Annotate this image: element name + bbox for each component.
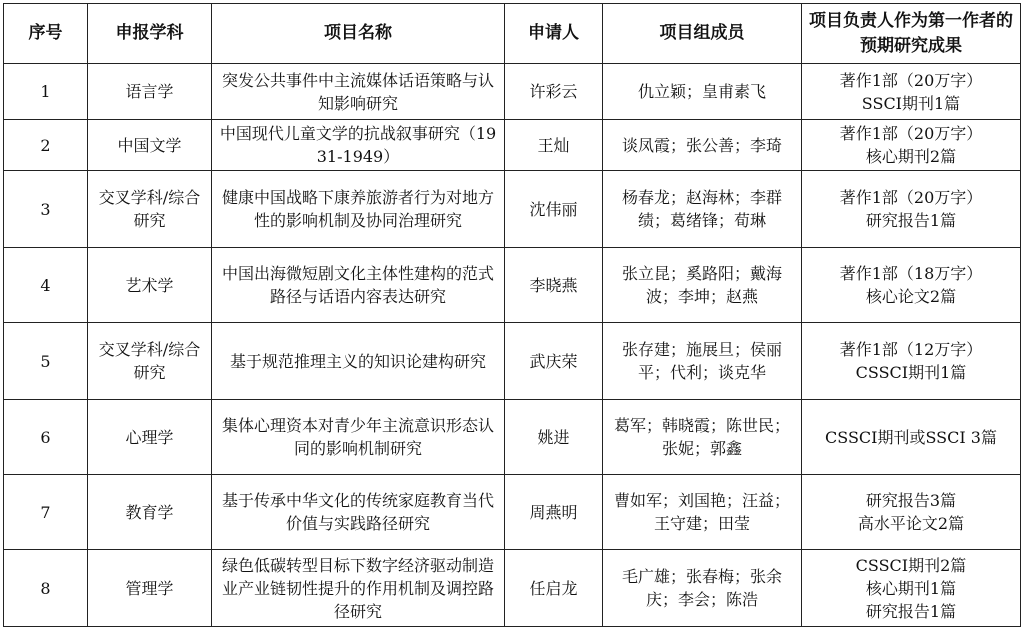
- cell-outcomes: [802, 323, 1021, 400]
- table-row: [4, 248, 1021, 323]
- cell-seq: 4: [4, 248, 88, 323]
- cell-discipline: 交叉学科/综合研究: [88, 171, 212, 248]
- cell-outcomes: [802, 64, 1021, 120]
- cell-applicant: 李晓燕: [505, 248, 603, 323]
- outcome-line: 著作1部（18万字）: [839, 264, 983, 283]
- table-row: [4, 120, 1021, 171]
- header-outcomes: 项目负责人作为第一作者的预期研究成果: [802, 4, 1021, 64]
- cell-discipline: 语言学: [88, 64, 212, 120]
- cell-applicant: 任启龙: [505, 550, 603, 627]
- cell-outcomes: [802, 171, 1021, 248]
- cell-project: 中国出海微短剧文化主体性建构的范式路径与话语内容表达研究: [212, 248, 505, 323]
- outcome-line: 核心论文2篇: [865, 287, 957, 306]
- outcome-line: 研究报告1篇: [865, 211, 957, 230]
- cell-project: 基于规范推理主义的知识论建构研究: [212, 323, 505, 400]
- outcome-line: 著作1部（20万字）: [839, 188, 983, 207]
- outcome-line: 研究报告3篇: [865, 491, 957, 510]
- outcome-line: CSSCI期刊1篇: [855, 363, 967, 382]
- cell-members: 张立昆；奚路阳；戴海波；李坤；赵燕: [603, 248, 802, 323]
- cell-discipline: 中国文学: [88, 120, 212, 171]
- cell-members: 毛广雄；张春梅；张余庆；李会；陈浩: [603, 550, 802, 627]
- header-row: [4, 4, 1021, 64]
- table-row: [4, 400, 1021, 475]
- cell-applicant: 王灿: [505, 120, 603, 171]
- cell-seq: 1: [4, 64, 88, 120]
- cell-applicant: 沈伟丽: [505, 171, 603, 248]
- cell-seq: 6: [4, 400, 88, 475]
- cell-discipline: 交叉学科/综合研究: [88, 323, 212, 400]
- table-row: [4, 64, 1021, 120]
- cell-outcomes: [802, 550, 1021, 627]
- cell-members: 谈凤霞；张公善；李琦: [603, 120, 802, 171]
- cell-project: 突发公共事件中主流媒体话语策略与认知影响研究: [212, 64, 505, 120]
- header-members: 项目组成员: [603, 4, 802, 64]
- outcome-line: 著作1部（12万字）: [839, 340, 983, 359]
- cell-project: 中国现代儿童文学的抗战叙事研究（1931-1949）: [212, 120, 505, 171]
- cell-project: 绿色低碳转型目标下数字经济驱动制造业产业链韧性提升的作用机制及调控路径研究: [212, 550, 505, 627]
- header-project: 项目名称: [212, 4, 505, 64]
- cell-outcomes: [802, 120, 1021, 171]
- cell-members: 仇立颖；皇甫素飞: [603, 64, 802, 120]
- cell-outcomes: [802, 400, 1021, 475]
- cell-seq: 3: [4, 171, 88, 248]
- table-row: [4, 550, 1021, 627]
- cell-outcomes: [802, 248, 1021, 323]
- outcome-line: CSSCI期刊2篇: [855, 555, 967, 575]
- cell-project: 健康中国战略下康养旅游者行为对地方性的影响机制及协同治理研究: [212, 171, 505, 248]
- outcome-line: 高水平论文2篇: [857, 514, 965, 533]
- project-table: [3, 3, 1021, 627]
- cell-discipline: 艺术学: [88, 248, 212, 323]
- cell-discipline: 教育学: [88, 475, 212, 550]
- cell-project: 基于传承中华文化的传统家庭教育当代价值与实践路径研究: [212, 475, 505, 550]
- cell-seq: 8: [4, 550, 88, 627]
- cell-applicant: 许彩云: [505, 64, 603, 120]
- cell-seq: 2: [4, 120, 88, 171]
- outcome-line: 著作1部（20万字）: [839, 124, 983, 143]
- cell-applicant: 周燕明: [505, 475, 603, 550]
- header-discipline: 申报学科: [88, 4, 212, 64]
- table-row: [4, 475, 1021, 550]
- outcome-line: CSSCI期刊或SSCI 3篇: [825, 427, 997, 447]
- header-seq: 序号: [4, 4, 88, 64]
- cell-applicant: 姚进: [505, 400, 603, 475]
- cell-project: 集体心理资本对青少年主流意识形态认同的影响机制研究: [212, 400, 505, 475]
- header-applicant: 申请人: [505, 4, 603, 64]
- cell-members: 曹如军；刘国艳；汪益；王守建；田莹: [603, 475, 802, 550]
- table-row: [4, 323, 1021, 400]
- outcome-line: 研究报告1篇: [865, 601, 957, 621]
- outcome-line: SSCI期刊1篇: [861, 93, 961, 113]
- table-row: [4, 171, 1021, 248]
- outcome-line: 核心期刊2篇: [865, 147, 957, 166]
- outcome-line: 著作1部（20万字）: [839, 70, 983, 90]
- cell-seq: 5: [4, 323, 88, 400]
- cell-outcomes: [802, 475, 1021, 550]
- cell-discipline: 心理学: [88, 400, 212, 475]
- cell-members: 葛军；韩晓霞；陈世民；张妮；郭鑫: [603, 400, 802, 475]
- cell-discipline: 管理学: [88, 550, 212, 627]
- cell-members: 杨春龙；赵海林；李群绩；葛绪锋；荀琳: [603, 171, 802, 248]
- cell-members: 张存建；施展旦；侯丽平；代利；谈克华: [603, 323, 802, 400]
- cell-seq: 7: [4, 475, 88, 550]
- cell-applicant: 武庆荣: [505, 323, 603, 400]
- outcome-line: 核心期刊1篇: [865, 578, 957, 598]
